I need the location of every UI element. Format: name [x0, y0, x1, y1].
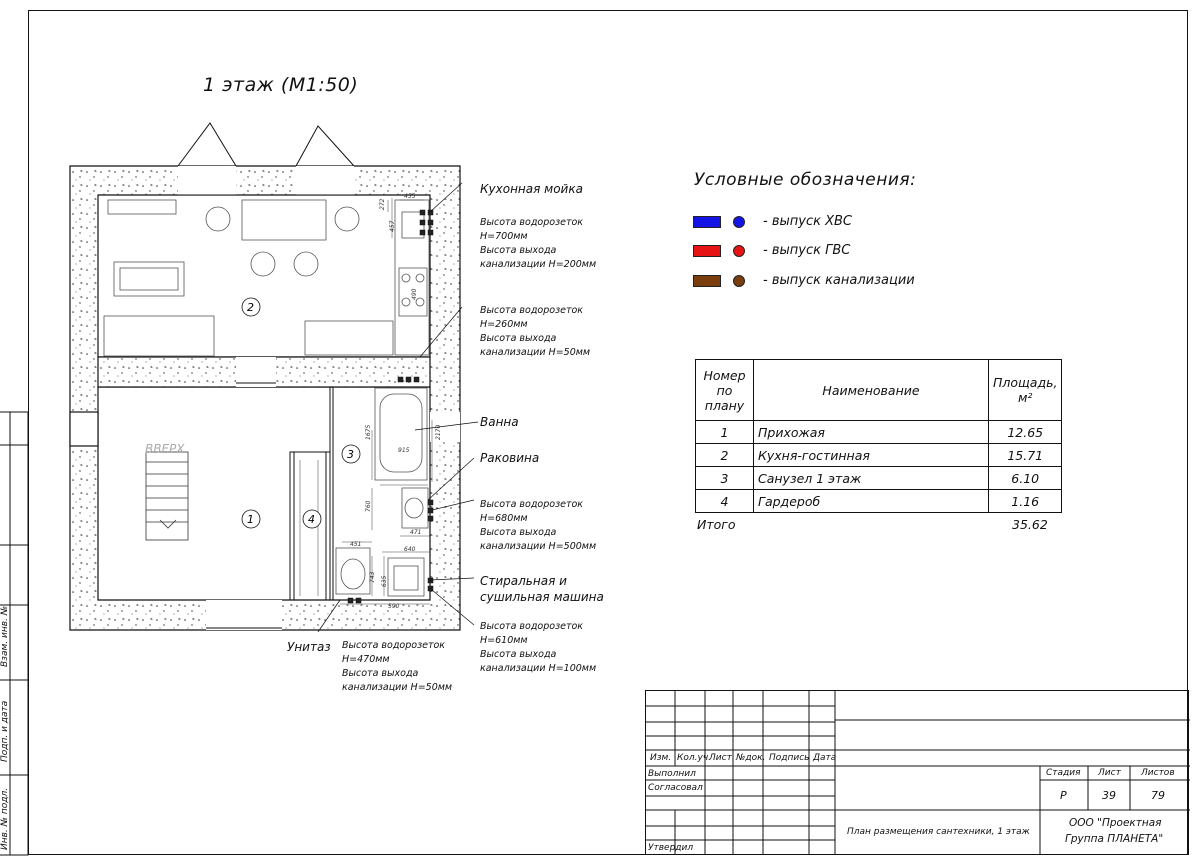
col-date: Дата	[813, 753, 837, 763]
note-line: Высота выхода	[342, 668, 419, 679]
legend-swatch	[693, 216, 721, 228]
table-header-row	[696, 360, 1062, 421]
row-number: 4	[696, 490, 754, 513]
note-line: канализации Н=50мм	[480, 347, 591, 358]
room-area-table	[695, 359, 1062, 513]
stair-label: ВВЕРХ	[145, 442, 185, 456]
row-area: 15.71	[989, 444, 1062, 467]
stage-header: Стадия	[1046, 768, 1081, 778]
note-line: Высота выхода	[480, 527, 557, 538]
dim-wc-width: 451	[350, 541, 362, 548]
sheets-value: 79	[1151, 789, 1165, 802]
header-number-line: по	[716, 382, 733, 398]
legend-dot	[733, 275, 745, 287]
label-washer-line: Стиральная и	[480, 574, 567, 588]
row-number: 2	[696, 444, 754, 467]
room-number-3: 3	[347, 448, 354, 461]
dim-wm-width: 640	[404, 546, 416, 553]
role-agreed: Согласовал	[648, 783, 703, 793]
dim-tub-side: 2170	[435, 424, 442, 440]
note-line: канализации Н=100мм	[480, 663, 597, 674]
bathroom-fixtures	[336, 388, 428, 596]
role-performed: Выполнил	[648, 769, 696, 779]
legend-dot	[733, 245, 745, 257]
col-doc: №док.	[736, 753, 766, 763]
col-count: Кол.уч.	[677, 753, 712, 763]
stair	[146, 452, 188, 540]
note-line: канализации Н=50мм	[342, 682, 453, 693]
legend-swatch	[693, 245, 721, 257]
header-name: Наименование	[754, 360, 989, 421]
note-line: Высота водорозеток	[342, 640, 446, 651]
table-total-row	[697, 517, 1067, 532]
label-washer	[480, 573, 604, 605]
header-number	[696, 360, 754, 421]
sheets-header: Листов	[1141, 768, 1175, 778]
room-number-1: 1	[247, 513, 254, 526]
note-toilet	[342, 639, 452, 695]
label-toilet: Унитаз	[287, 640, 331, 654]
note-line: Н=610мм	[480, 635, 528, 646]
table-row	[696, 444, 1062, 467]
company-line1: ООО "Проектная	[1069, 817, 1162, 829]
note-line: Н=470мм	[342, 654, 390, 665]
label-kitchen-sink: Кухонная мойка	[480, 182, 583, 196]
note-line: канализации Н=500мм	[480, 541, 597, 552]
label-bathtub: Ванна	[480, 415, 519, 429]
row-name: Санузел 1 этаж	[754, 467, 989, 490]
dim-wc-h1: 743	[369, 571, 376, 583]
row-number: 1	[696, 421, 754, 444]
label-washer-line: сушильная машина	[480, 590, 604, 604]
legend-title: Условные обозначения:	[694, 170, 917, 190]
dim-wm-b: 590	[388, 603, 400, 610]
dim-sink-width: 455	[404, 193, 416, 200]
note-line: Высота выхода	[480, 333, 557, 344]
legend-swatch	[693, 275, 721, 287]
header-area-line: м²	[1018, 390, 1033, 405]
role-approved: Утвердил	[648, 843, 694, 853]
dim-tub-width: 915	[398, 447, 410, 454]
legend-dot	[733, 216, 745, 228]
drawing-title: 1 этаж (М1:50)	[203, 74, 359, 96]
note-line: Высота водорозеток	[480, 217, 584, 228]
row-area: 1.16	[989, 490, 1062, 513]
dim-sink-h2: 457	[389, 220, 396, 232]
closet-shelving	[300, 460, 318, 596]
row-area: 6.10	[989, 467, 1062, 490]
legend-label: - выпуск ХВС	[763, 214, 852, 229]
note-line: Высота выхода	[480, 245, 557, 256]
note-kitchen-sink	[480, 216, 596, 272]
row-name: Кухня-гостинная	[754, 444, 989, 467]
side-stamp-sign: Подп. и дата	[0, 700, 10, 762]
note-line: канализации Н=200мм	[480, 259, 597, 270]
side-stamp-inventory: Инв. № подл.	[0, 787, 10, 850]
legend-label: - выпуск ГВС	[763, 243, 851, 258]
row-name: Гардероб	[754, 490, 989, 513]
col-signature: Подпись	[769, 753, 810, 763]
note-line: Н=680мм	[480, 513, 528, 524]
note-line: Н=260мм	[480, 319, 528, 330]
header-area	[989, 360, 1062, 421]
drawing-name: План размещения сантехники, 1 этаж	[847, 827, 1030, 837]
kitchen-furniture	[104, 200, 429, 356]
entry-doors	[178, 123, 354, 166]
dim-stove: 490	[411, 288, 418, 300]
header-number-line: плану	[704, 397, 745, 413]
legend-label: - выпуск канализации	[763, 273, 915, 288]
note-kitchen-second	[480, 304, 590, 360]
note-line: Высота водорозеток	[480, 305, 584, 316]
partitions	[290, 387, 333, 600]
dim-basin-height: 760	[365, 500, 372, 512]
walls	[70, 166, 460, 630]
table-row	[696, 467, 1062, 490]
note-line: Высота водорозеток	[480, 499, 584, 510]
dim-wc-h2: 635	[381, 575, 388, 587]
stage-value: Р	[1060, 789, 1067, 802]
col-sheet: Лист	[709, 753, 732, 763]
total-label: Итого	[697, 517, 736, 532]
note-washbasin	[480, 498, 596, 554]
note-washer	[480, 620, 596, 676]
total-value: 35.62	[1012, 517, 1048, 532]
note-line: Высота выхода	[480, 649, 557, 660]
company-line2: Группа ПЛАНЕТА"	[1065, 833, 1164, 845]
dim-sink-h1: 272	[379, 198, 386, 210]
row-name: Прихожая	[754, 421, 989, 444]
room-number-4: 4	[308, 513, 315, 526]
label-washbasin: Раковина	[480, 451, 540, 465]
sheet-value: 39	[1102, 789, 1116, 802]
dim-tub-length: 1675	[365, 424, 372, 440]
col-change: Изм.	[650, 753, 672, 763]
sheet-header: Лист	[1098, 768, 1121, 778]
header-area-line: Площадь,	[993, 375, 1058, 390]
room-number-2: 2	[247, 301, 254, 314]
note-line: Высота водорозеток	[480, 621, 584, 632]
table-row	[696, 421, 1062, 444]
row-area: 12.65	[989, 421, 1062, 444]
room-number-circles	[242, 298, 360, 528]
dim-basin-width: 471	[410, 529, 422, 536]
table-row	[696, 490, 1062, 513]
note-line: Н=700мм	[480, 231, 528, 242]
side-stamp-replace: Взам. инв. №	[0, 605, 10, 667]
row-number: 3	[696, 467, 754, 490]
header-number-line: Номер	[703, 367, 746, 383]
